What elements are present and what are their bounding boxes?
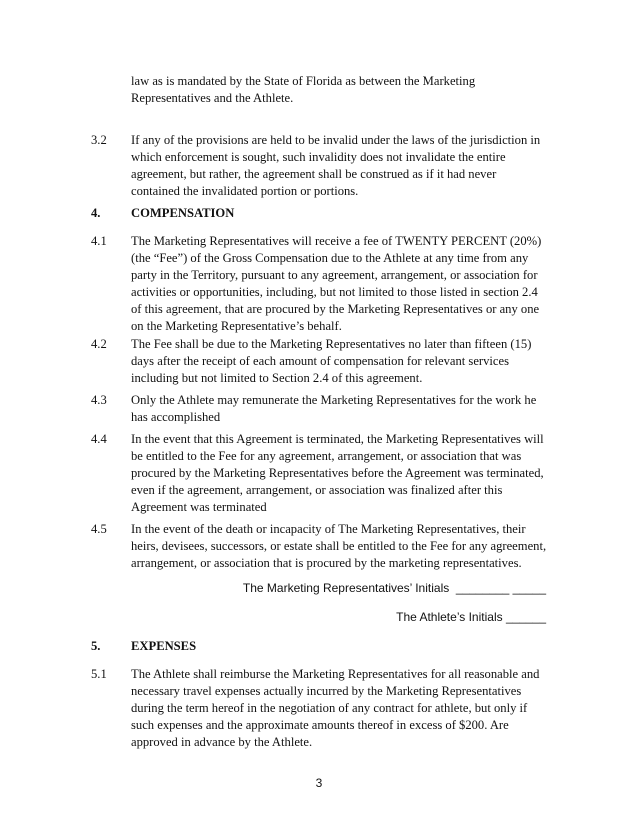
section-4-2 xyxy=(91,336,561,387)
section-4-3 xyxy=(91,392,561,426)
section-text: The Fee shall be due to the Marketing Representatives no later than fifteen (15) days after the receipt of each amount of compensation for relevant services including but not limited to Section 2.4 of this agreement. xyxy=(131,337,532,385)
section-text: In the event of the death or incapacity of The Marketing Representatives, their heirs, devisees, successors, or estate shall be entitled to the Fee for any agreement, arrangement, or association that is procured by the marketing representatives. xyxy=(131,522,547,570)
section-number: 4.3 xyxy=(91,393,107,407)
section-heading: EXPENSES xyxy=(131,639,197,653)
section-3-2 xyxy=(91,132,561,200)
marketing-initials-line: The Marketing Representatives’ Initials ________ _____ xyxy=(242,581,546,595)
section-number: 5. xyxy=(91,639,101,653)
section-text: Only the Athlete may remunerate the Marketing Representatives for the work he has accomplished xyxy=(131,393,537,424)
continuation-paragraph xyxy=(91,73,561,107)
section-number: 4.1 xyxy=(91,234,107,248)
section-number: 3.2 xyxy=(91,133,107,147)
section-4-1 xyxy=(91,233,561,335)
section-4-heading xyxy=(91,205,561,222)
section-number: 4.4 xyxy=(91,432,107,446)
page-number: 3 xyxy=(315,776,323,790)
section-heading: COMPENSATION xyxy=(131,206,235,220)
section-number: 4.5 xyxy=(91,522,107,536)
section-4-4 xyxy=(91,431,561,516)
paragraph-text: law as is mandated by the State of Florida as between the Marketing Representatives and the Athlete. xyxy=(131,74,476,105)
athlete-initials-line: The Athlete’s Initials ______ xyxy=(396,610,546,624)
section-text: In the event that this Agreement is terminated, the Marketing Representatives will be entitled to the Fee for any agreement, arrangement, or association that was procured by the Marketing Representatives before the Agreement was terminated, even if the agreement, arrangement, or association was finalized after this Agreement was terminated xyxy=(131,432,544,514)
section-number: 5.1 xyxy=(91,667,107,681)
section-4-5 xyxy=(91,521,561,572)
section-text: The Marketing Representatives will receive a fee of TWENTY PERCENT (20%) (the “Fee”) of the Gross Compensation due to the Athlete at any time from any party in the Territory, pursuant to any agreement, arrangement, or association for activities or opportunities, including, but not limited to those listed in section 2.4 of this agreement, that are procured by the Marketing Representatives or any one on the Marketing Representative’s behalf. xyxy=(131,234,542,333)
section-5-heading xyxy=(91,638,561,655)
section-5-1 xyxy=(91,666,561,751)
section-number: 4.2 xyxy=(91,337,107,351)
section-text: If any of the provisions are held to be invalid under the laws of the jurisdiction in which enforcement is sought, such invalidity does not invalidate the entire agreement, but rather, the agreement shall be construed as if it had never contained the invalidated portion or portions. xyxy=(131,133,541,198)
section-number: 4. xyxy=(91,206,101,220)
section-text: The Athlete shall reimburse the Marketing Representatives for all reasonable and necessary travel expenses actually incurred by the Marketing Representatives during the term hereof in the negotiation of any contract for athlete, but only if such expenses and the approximate amounts thereof in excess of $200. Are approved in advance by the Athlete. xyxy=(131,667,540,749)
